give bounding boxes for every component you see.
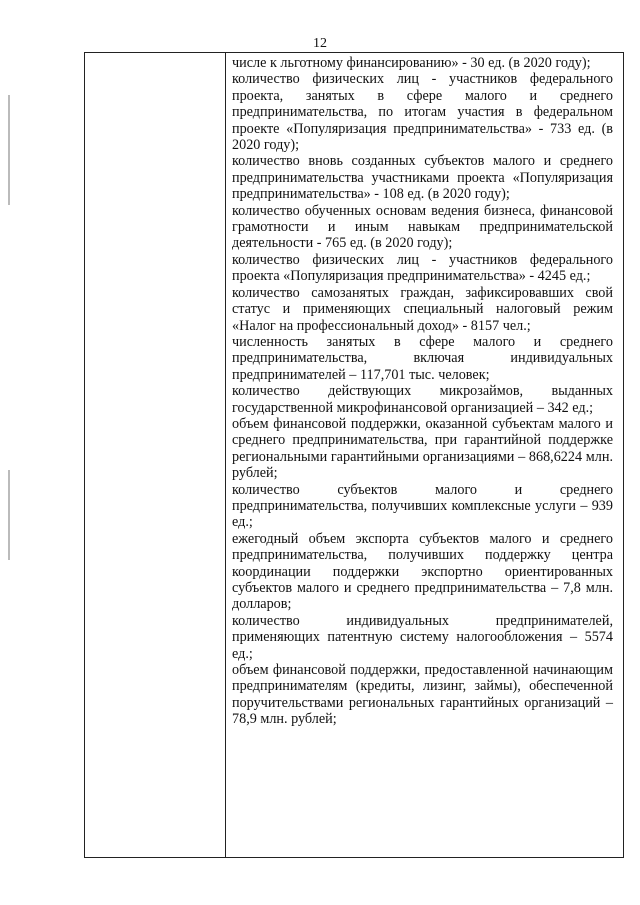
paragraph: численность занятых в сфере малого и среднего предпринимательства, включая индивидуальных предпринимателей – 117,701 тыс. человек; xyxy=(232,333,613,383)
paragraph: количество физических лиц - участников федерального проекта, занятых в сфере малого и среднего предпринимательства, по итогам участия в федеральном проекте «Популяризация предпринимательства» - 733 ед. (в 2020 году); xyxy=(232,71,613,154)
paragraph: объем финансовой поддержки, оказанной субъектам малого и среднего предпринимательства, при гарантийной поддержке региональными гарантийными организациями – 868,6224 млн. рублей; xyxy=(232,415,613,482)
page-number: 12 xyxy=(313,36,327,51)
paragraph: объем финансовой поддержки, предоставленной начинающим предпринимателям (кредиты, лизинг, займы), обеспеченной поручительствами региональных гарантийных организаций – 78,9 млн. рублей; xyxy=(232,662,613,728)
table-cell-content xyxy=(232,55,613,728)
paragraph: количество вновь созданных субъектов малого и среднего предпринимательства участниками проекта «Популяризация предпринимательства» - 108 ед. (в 2020 году); xyxy=(232,153,613,203)
paragraph: количество индивидуальных предпринимателей, применяющих патентную систему налогообложения – 5574 ед.; xyxy=(232,612,613,662)
document-table xyxy=(84,52,624,858)
column-divider xyxy=(225,53,226,857)
paragraph: количество самозанятых граждан, зафиксировавших свой статус и применяющих специальный налоговый режим «Налог на профессиональный доход» - 8157 чел.; xyxy=(232,284,613,334)
paragraph: числе к льготному финансированию» - 30 ед. (в 2020 году); xyxy=(232,55,591,71)
paragraph: количество субъектов малого и среднего предпринимательства, получивших комплексные услуги – 939 ед.; xyxy=(232,481,613,531)
paragraph: количество действующих микрозаймов, выданных государственной микрофинансовой организацией – 342 ед.; xyxy=(232,383,613,416)
paragraph: количество обученных основам ведения бизнеса, финансовой грамотности и иным навыкам предпринимательской деятельности - 765 ед. (в 2020 году); xyxy=(232,202,613,252)
paragraph: количество физических лиц - участников федерального проекта «Популяризация предпринимательства» - 4245 ед.; xyxy=(232,251,613,285)
paragraph: ежегодный объем экспорта субъектов малого и среднего предпринимательства, получивших поддержку центра координации поддержки экспортно ориентированных субъектов малого и среднего предпринимательства – 7,8 млн. долларов; xyxy=(232,530,613,613)
scan-margin-mark xyxy=(8,95,10,205)
scan-margin-mark xyxy=(8,470,10,560)
